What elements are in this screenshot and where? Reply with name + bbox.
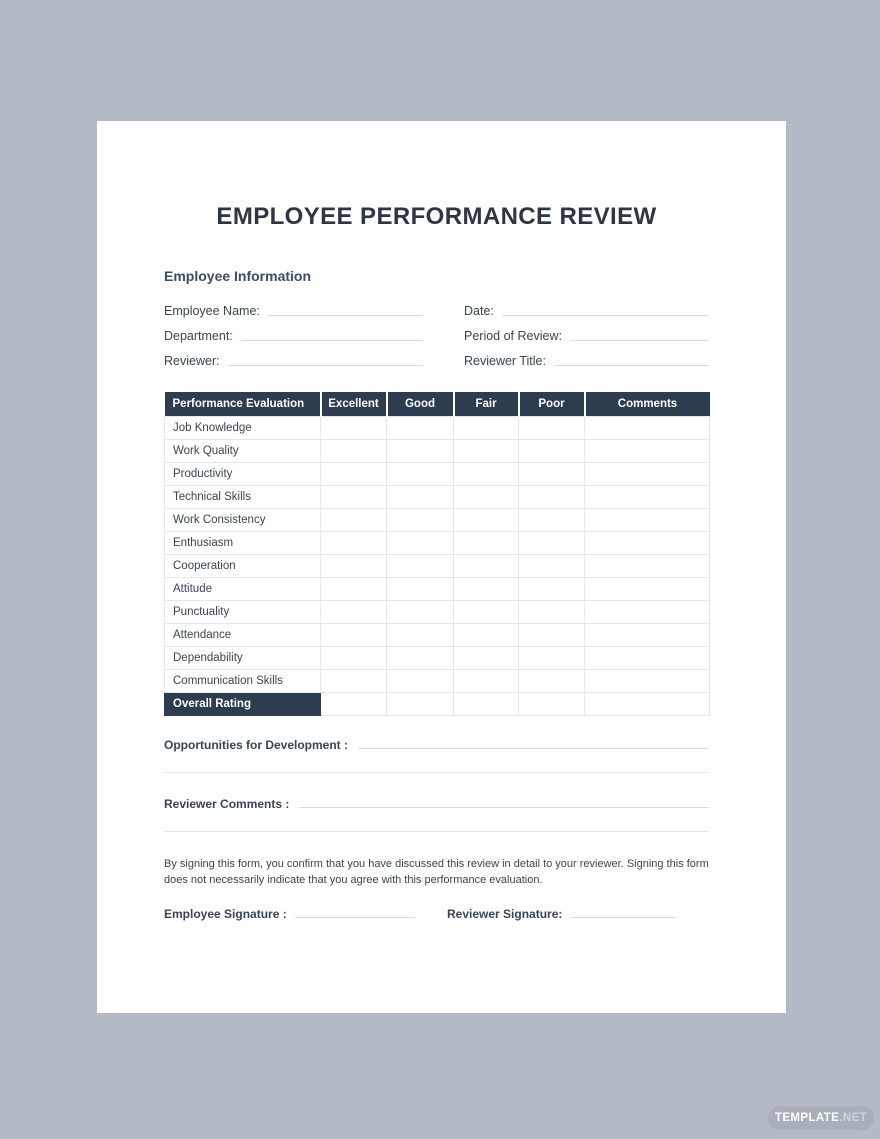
reviewer-signature-line[interactable] [570,917,675,918]
rating-cell-poor[interactable] [519,439,585,462]
overall-rating-row [165,692,710,715]
rating-cell-poor[interactable] [519,485,585,508]
department-label: Department: [164,329,233,343]
reviewer-comments-field [164,797,709,811]
criterion-label: Dependability [165,646,321,669]
department-input-line[interactable] [241,340,423,341]
rating-cell-good[interactable] [387,554,454,577]
comments-cell[interactable] [585,439,710,462]
table-row [165,669,710,692]
criterion-label: Work Consistency [165,508,321,531]
date-field [464,295,709,320]
rating-cell-poor[interactable] [519,692,585,715]
criterion-label: Job Knowledge [165,416,321,439]
opportunities-for-development-label: Opportunities for Development : [164,737,349,752]
rating-cell-fair[interactable] [454,508,519,531]
header-good: Good [387,392,454,416]
template-net-watermark [768,1106,874,1130]
opportunities-input-line-2[interactable] [164,772,709,773]
rating-cell-poor[interactable] [519,462,585,485]
comments-cell[interactable] [585,646,710,669]
rating-cell-fair[interactable] [454,462,519,485]
rating-cell-good[interactable] [387,508,454,531]
rating-cell-fair[interactable] [454,485,519,508]
signing-confirmation-note: By signing this form, you confirm that you have discussed this review in detail to your reviewer. Signing this form does not necessarily indicate that you agree with this performance evaluation. [164,857,709,886]
reviewer-title-input-line[interactable] [554,365,709,366]
criterion-label: Productivity [165,462,321,485]
rating-cell-fair[interactable] [454,554,519,577]
performance-evaluation-table [164,392,710,716]
rating-cell-good[interactable] [387,623,454,646]
employee-signature-label: Employee Signature : [164,906,287,921]
rating-cell-good[interactable] [387,646,454,669]
comments-cell[interactable] [585,600,710,623]
reviewer-field [164,345,423,370]
header-comments: Comments [585,392,710,416]
rating-cell-poor[interactable] [519,508,585,531]
rating-cell-fair[interactable] [454,600,519,623]
rating-cell-fair[interactable] [454,577,519,600]
rating-cell-poor[interactable] [519,646,585,669]
rating-cell-poor[interactable] [519,623,585,646]
comments-cell[interactable] [585,416,710,439]
comments-cell[interactable] [585,531,710,554]
rating-cell-poor[interactable] [519,531,585,554]
table-row [165,623,710,646]
table-row [165,439,710,462]
comments-cell[interactable] [585,692,710,715]
page-title: EMPLOYEE PERFORMANCE REVIEW [216,203,657,230]
reviewer-comments-input-line-2[interactable] [164,831,709,832]
watermark-brand-text: TEMPLATE [774,1112,840,1124]
header-poor: Poor [519,392,585,416]
overall-rating-label: Overall Rating [165,692,321,715]
period-of-review-field [464,320,709,345]
rating-cell-fair[interactable] [454,692,519,715]
criterion-label: Communication Skills [165,669,321,692]
criterion-label: Attendance [165,623,321,646]
employee-signature-field [164,907,415,921]
period-of-review-input-line[interactable] [570,340,709,341]
employee-name-input-line[interactable] [268,315,423,316]
table-row [165,554,710,577]
table-row [165,531,710,554]
employee-information-heading: Employee Information [164,268,312,284]
rating-cell-poor[interactable] [519,554,585,577]
comments-cell[interactable] [585,508,710,531]
header-performance-evaluation: Performance Evaluation [165,392,321,416]
rating-cell-excellent[interactable] [321,623,387,646]
rating-cell-good[interactable] [387,531,454,554]
table-row [165,600,710,623]
rating-cell-fair[interactable] [454,439,519,462]
table-row [165,508,710,531]
criterion-label: Technical Skills [165,485,321,508]
rating-cell-fair[interactable] [454,646,519,669]
comments-cell[interactable] [585,669,710,692]
comments-cell[interactable] [585,462,710,485]
reviewer-comments-input-line[interactable] [299,807,709,808]
table-row [165,462,710,485]
criterion-label: Punctuality [165,600,321,623]
comments-cell[interactable] [585,554,710,577]
rating-cell-excellent[interactable] [321,416,387,439]
employee-information-grid [164,295,709,370]
rating-cell-good[interactable] [387,416,454,439]
rating-cell-excellent[interactable] [321,531,387,554]
rating-cell-excellent[interactable] [321,462,387,485]
rating-cell-good[interactable] [387,600,454,623]
reviewer-title-label: Reviewer Title: [464,354,546,368]
criterion-label: Attitude [165,577,321,600]
reviewer-title-field [464,345,709,370]
watermark-suffix-text: .NET [839,1112,868,1124]
comments-cell[interactable] [585,623,710,646]
document-page [97,121,786,1013]
employee-name-label: Employee Name: [164,304,260,318]
rating-cell-good[interactable] [387,462,454,485]
reviewer-input-line[interactable] [228,365,423,366]
employee-name-field [164,295,423,320]
reviewer-signature-field [447,907,709,921]
rating-cell-excellent[interactable] [321,554,387,577]
date-input-line[interactable] [502,315,709,316]
rating-cell-fair[interactable] [454,531,519,554]
rating-cell-excellent[interactable] [321,669,387,692]
rating-cell-excellent[interactable] [321,646,387,669]
rating-cell-fair[interactable] [454,623,519,646]
rating-cell-fair[interactable] [454,416,519,439]
rating-cell-excellent[interactable] [321,692,387,715]
header-row [165,392,710,416]
rating-cell-excellent[interactable] [321,600,387,623]
rating-cell-poor[interactable] [519,416,585,439]
rating-cell-poor[interactable] [519,600,585,623]
criterion-label: Enthusiasm [165,531,321,554]
table-row [165,577,710,600]
rating-cell-good[interactable] [387,485,454,508]
rating-cell-poor[interactable] [519,669,585,692]
comments-cell[interactable] [585,485,710,508]
rating-cell-excellent[interactable] [321,485,387,508]
rating-cell-good[interactable] [387,669,454,692]
info-column-right [464,295,709,370]
comments-cell[interactable] [585,577,710,600]
header-excellent: Excellent [321,392,387,416]
rating-cell-excellent[interactable] [321,439,387,462]
employee-signature-line[interactable] [295,917,415,918]
rating-cell-fair[interactable] [454,669,519,692]
opportunities-input-line[interactable] [358,748,709,749]
reviewer-signature-label: Reviewer Signature: [447,906,563,921]
header-fair: Fair [454,392,519,416]
signature-row [164,907,709,921]
period-of-review-label: Period of Review: [464,329,562,343]
rating-cell-excellent[interactable] [321,577,387,600]
reviewer-label: Reviewer: [164,354,220,368]
department-field [164,320,423,345]
rating-cell-good[interactable] [387,692,454,715]
evaluation-table-body [165,416,710,715]
reviewer-comments-label: Reviewer Comments : [164,796,290,811]
table-row [165,485,710,508]
evaluation-table-header [165,392,710,416]
rating-cell-excellent[interactable] [321,508,387,531]
rating-cell-good[interactable] [387,577,454,600]
criterion-label: Cooperation [165,554,321,577]
page-content [97,203,786,921]
criterion-label: Work Quality [165,439,321,462]
table-row [165,646,710,669]
date-label: Date: [464,304,494,318]
opportunities-for-development-field [164,738,709,752]
rating-cell-poor[interactable] [519,577,585,600]
rating-cell-good[interactable] [387,439,454,462]
info-column-left [164,295,423,370]
table-row [165,416,710,439]
